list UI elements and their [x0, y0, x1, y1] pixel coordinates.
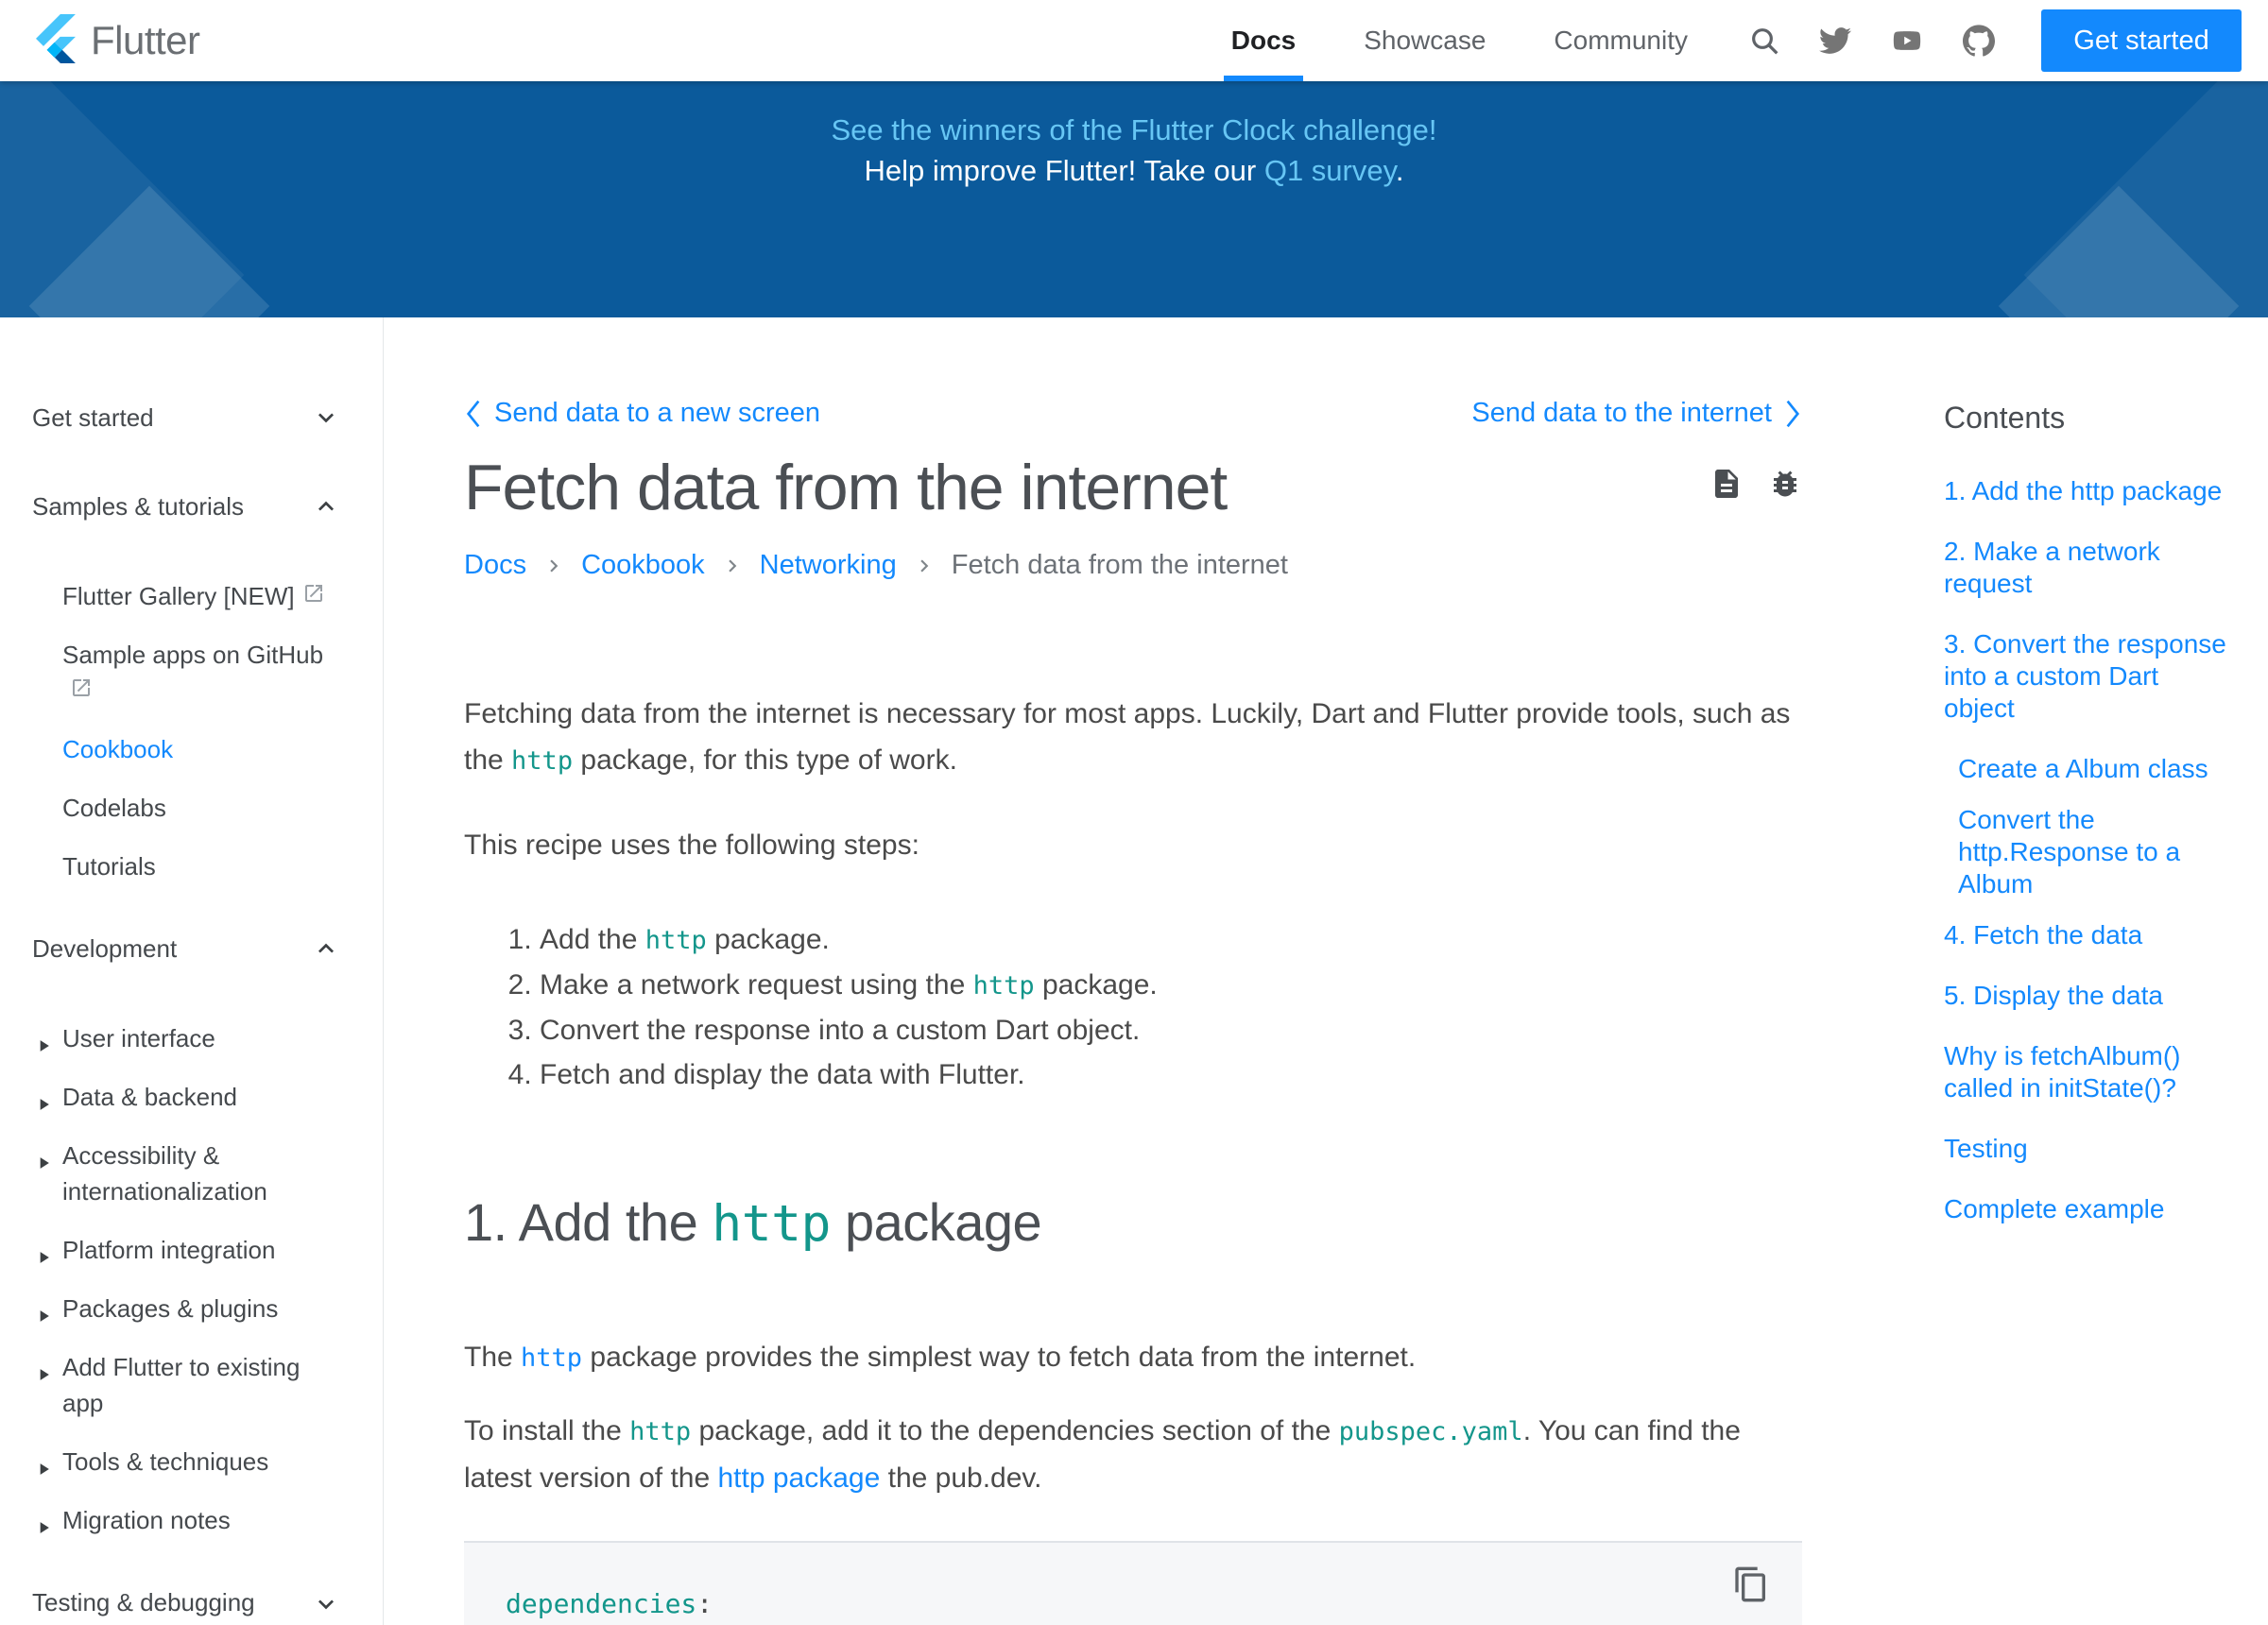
- next-page-link[interactable]: Send data to the internet: [1471, 398, 1802, 429]
- toc-item-testing[interactable]: Testing: [1944, 1134, 2028, 1163]
- external-link-icon: [70, 673, 93, 695]
- contents-title: Contents: [1944, 401, 2066, 435]
- chevron-right-icon: [720, 554, 745, 578]
- q1-survey-link[interactable]: Q1 survey: [1263, 154, 1396, 187]
- http-package-paragraph: The http package provides the simplest way to fetch data from the internet.: [464, 1342, 1417, 1374]
- inline-code-http: http: [629, 1417, 692, 1447]
- toc-item-display-data[interactable]: 5. Display the data: [1944, 981, 2163, 1010]
- list-item: 4. Fetch and display the data with Flutter.: [540, 1052, 1802, 1097]
- sidebar-item-get-started[interactable]: Get started: [0, 401, 383, 435]
- tree-expand-icon: [34, 1511, 53, 1547]
- dependencies-code-block: dependencies:: [464, 1541, 1802, 1625]
- inline-code-http: http: [644, 926, 707, 956]
- toc-item-convert-response[interactable]: 3. Convert the response into a custom Dart object: [1944, 629, 2226, 723]
- inline-code-http: http: [511, 746, 574, 777]
- nav-showcase[interactable]: Showcase: [1364, 26, 1486, 55]
- twitter-icon[interactable]: [1799, 25, 1871, 57]
- code-yaml-key: dependencies: [506, 1588, 697, 1620]
- inline-code-pubspec: pubspec.yaml: [1338, 1417, 1523, 1447]
- external-link-icon: [302, 578, 325, 601]
- sidebar-item-samples-tutorials[interactable]: Samples & tutorials: [0, 489, 383, 523]
- section-heading-add-http: 1. Add the http package: [464, 1192, 1042, 1254]
- chevron-right-icon: [912, 554, 936, 578]
- breadcrumb-docs[interactable]: Docs: [464, 550, 527, 581]
- tree-expand-icon: [34, 1146, 53, 1182]
- sidebar-item-sample-apps-github[interactable]: Sample apps on GitHub: [0, 637, 383, 709]
- chevron-left-icon: [464, 399, 483, 429]
- copy-icon[interactable]: [1732, 1565, 1770, 1608]
- main-content: [384, 317, 1944, 1625]
- toc-item-create-album[interactable]: Create a Album class: [1958, 754, 2208, 783]
- prev-page-link[interactable]: Send data to a new screen: [464, 398, 820, 429]
- list-item: 3. Convert the response into a custom Dart object.: [540, 1008, 1802, 1052]
- github-icon[interactable]: [1943, 25, 2015, 57]
- list-item: 1. Add the http package.: [540, 917, 1802, 963]
- chevron-right-icon: [541, 554, 566, 578]
- sidebar-item-accessibility[interactable]: Accessibility & internationalization: [0, 1138, 383, 1209]
- breadcrumb-current: Fetch data from the internet: [951, 550, 1288, 581]
- tree-expand-icon: [34, 1029, 53, 1065]
- intro-paragraph: Fetching data from the internet is necessary for most apps. Luckily, Dart and Flutter provide tools, such as the http package, for this type of work.: [464, 698, 1791, 777]
- list-item: 2. Make a network request using the http package.: [540, 963, 1802, 1008]
- flutter-logo-icon: [36, 14, 76, 68]
- active-tab-underline: [1224, 76, 1303, 81]
- breadcrumb: [464, 550, 1802, 581]
- toc-item-convert-http-response[interactable]: Convert the http.Response to a Album: [1958, 805, 2181, 898]
- http-package-link[interactable]: http package: [717, 1462, 881, 1495]
- promo-banner: [0, 81, 2268, 317]
- survey-banner-text: Help improve Flutter! Take our Q1 survey.: [864, 154, 1404, 187]
- docs-sidebar: [0, 317, 384, 1625]
- flutter-logo[interactable]: [36, 14, 200, 68]
- inline-code-http: http: [712, 1195, 831, 1254]
- chevron-up-icon: [311, 491, 341, 522]
- sidebar-item-flutter-gallery[interactable]: Flutter Gallery [NEW]: [0, 578, 383, 614]
- tree-expand-icon: [34, 1452, 53, 1488]
- top-navbar: [0, 0, 2268, 81]
- toc-item-network-request[interactable]: 2. Make a network request: [1944, 537, 2160, 598]
- nav-docs[interactable]: Docs: [1197, 0, 1330, 81]
- sidebar-item-data-backend[interactable]: Data & backend: [0, 1079, 383, 1115]
- http-package-code-link[interactable]: http: [521, 1343, 583, 1374]
- get-started-button[interactable]: Get started: [2041, 9, 2242, 72]
- sidebar-item-packages-plugins[interactable]: Packages & plugins: [0, 1291, 383, 1326]
- nav-community[interactable]: Community: [1554, 26, 1688, 55]
- sidebar-item-development[interactable]: Development: [0, 932, 383, 966]
- recipe-steps-list: [464, 917, 1802, 1097]
- toc-item-complete-example[interactable]: Complete example: [1944, 1194, 2165, 1223]
- sidebar-item-user-interface[interactable]: User interface: [0, 1020, 383, 1056]
- tree-expand-icon: [34, 1299, 53, 1335]
- clock-challenge-link[interactable]: See the winners of the Flutter Clock challenge!: [831, 113, 1437, 146]
- breadcrumb-networking[interactable]: Networking: [759, 550, 897, 581]
- toc-item-why-fetchalbum[interactable]: Why is fetchAlbum() called in initState()?: [1944, 1041, 2181, 1103]
- chevron-down-icon: [311, 402, 341, 433]
- view-source-icon[interactable]: [1710, 467, 1744, 523]
- tree-expand-icon: [34, 1087, 53, 1123]
- sidebar-item-add-flutter[interactable]: Add Flutter to existing app: [0, 1349, 383, 1421]
- logo-wordmark: Flutter: [91, 18, 200, 62]
- tree-expand-icon: [34, 1358, 53, 1394]
- sidebar-item-tutorials[interactable]: Tutorials: [62, 852, 156, 881]
- report-bug-icon[interactable]: [1768, 467, 1802, 523]
- search-icon[interactable]: [1729, 26, 1799, 56]
- chevron-down-icon: [311, 1589, 341, 1619]
- tree-expand-icon: [34, 1240, 53, 1276]
- sidebar-item-platform-integration[interactable]: Platform integration: [0, 1232, 383, 1268]
- sidebar-item-tools-techniques[interactable]: Tools & techniques: [0, 1444, 383, 1480]
- breadcrumb-cookbook[interactable]: Cookbook: [581, 550, 705, 581]
- chevron-up-icon: [311, 933, 341, 964]
- install-paragraph: To install the http package, add it to the dependencies section of the pubspec.yaml. You can find the latest version of the http package the pub.dev.: [464, 1415, 1741, 1495]
- nav-icon-group: [1729, 25, 2015, 57]
- youtube-icon[interactable]: [1871, 25, 1943, 57]
- page-title: Fetch data from the internet: [464, 452, 1228, 523]
- sidebar-item-codelabs[interactable]: Codelabs: [62, 794, 166, 822]
- chevron-right-icon: [1783, 399, 1802, 429]
- sidebar-item-testing-debugging[interactable]: Testing & debugging: [0, 1585, 383, 1619]
- sidebar-item-migration-notes[interactable]: Migration notes: [0, 1502, 383, 1538]
- main-nav: [1197, 0, 1722, 81]
- steps-lead: This recipe uses the following steps:: [464, 830, 919, 862]
- contents-panel: [1944, 317, 2268, 1625]
- sidebar-item-cookbook[interactable]: Cookbook: [62, 735, 174, 763]
- toc-item-fetch-data[interactable]: 4. Fetch the data: [1944, 920, 2143, 949]
- toc-item-add-http[interactable]: 1. Add the http package: [1944, 476, 2223, 505]
- inline-code-http: http: [972, 971, 1035, 1001]
